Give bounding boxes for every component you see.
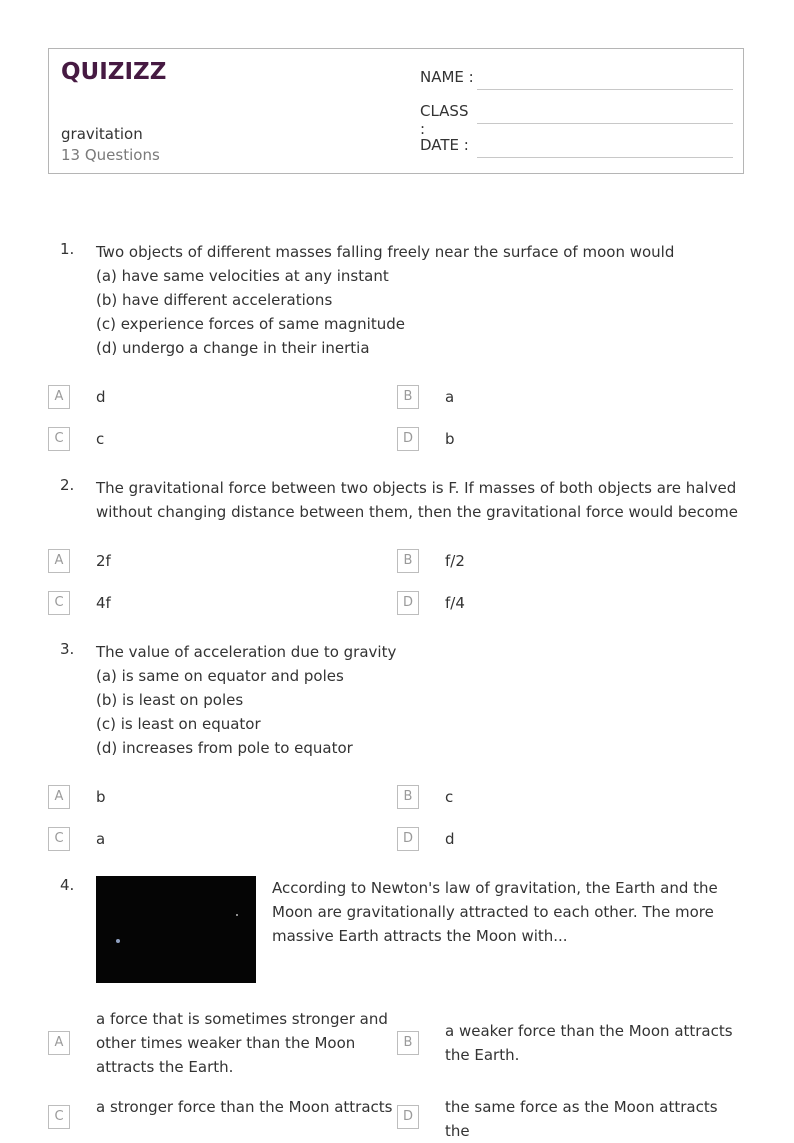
option-letter-box: A: [48, 385, 70, 409]
question-line: massive Earth attracts the Moon with...: [272, 927, 568, 945]
option-letter-box: C: [48, 1105, 70, 1129]
class-label: CLASS :: [420, 102, 469, 138]
question-line: without changing distance between them, then the gravitational force would become: [96, 503, 738, 521]
quizizz-logo: QUIZIZZ: [61, 59, 167, 85]
class-line[interactable]: [477, 123, 733, 124]
option-text: [445, 1095, 745, 1143]
worksheet-header: [48, 48, 744, 174]
question-text: [96, 240, 736, 360]
name-field[interactable]: [420, 68, 733, 92]
question-line: The value of acceleration due to gravity: [96, 643, 397, 661]
option-text: [445, 1019, 745, 1067]
date-label: DATE :: [420, 136, 469, 154]
question-line: (a) have same velocities at any instant: [96, 267, 389, 285]
question-line: (a) is same on equator and poles: [96, 667, 344, 685]
option-line: the same force as the Moon attracts the: [445, 1098, 718, 1140]
option-text: c: [96, 430, 105, 448]
option-letter-box: A: [48, 1031, 70, 1055]
option-letter-box: C: [48, 591, 70, 615]
option-letter-box: A: [48, 549, 70, 573]
worksheet-title: gravitation: [61, 125, 143, 143]
question-text: [272, 876, 742, 948]
option-letter-box: D: [397, 827, 419, 851]
question-line: (d) increases from pole to equator: [96, 739, 353, 757]
option-text: b: [445, 430, 455, 448]
option-letter-box: D: [397, 427, 419, 451]
option-text: c: [445, 788, 454, 806]
option-line: a force that is sometimes stronger and: [96, 1010, 388, 1028]
question-line: (d) undergo a change in their inertia: [96, 339, 370, 357]
option-letter-box: A: [48, 785, 70, 809]
option-line: a stronger force than the Moon attracts: [96, 1098, 393, 1116]
option-line: other times weaker than the Moon: [96, 1034, 356, 1052]
question-line: (b) is least on poles: [96, 691, 244, 709]
option-letter-box: D: [397, 591, 419, 615]
question-number: 1.: [60, 240, 75, 258]
question-text: [96, 640, 736, 760]
name-line[interactable]: [477, 89, 733, 90]
question-line: Moon are gravitationally attracted to each other. The more: [272, 903, 714, 921]
question-count: 13 Questions: [61, 146, 160, 164]
option-text: 4f: [96, 594, 111, 612]
question-number: 3.: [60, 640, 75, 658]
option-letter-box: B: [397, 385, 419, 409]
question-line: Two objects of different masses falling freely near the surface of moon would: [96, 243, 675, 261]
question-line: The gravitational force between two objects is F. If masses of both objects are halved: [96, 479, 737, 497]
option-text: [96, 1007, 396, 1079]
date-field[interactable]: [420, 136, 733, 160]
option-letter-box: C: [48, 827, 70, 851]
option-letter-box: D: [397, 1105, 419, 1129]
question-number: 4.: [60, 876, 75, 894]
earth-dot: [116, 939, 120, 943]
date-line[interactable]: [477, 157, 733, 158]
option-line: a weaker force than the Moon attracts: [445, 1022, 733, 1040]
option-letter-box: C: [48, 427, 70, 451]
option-text: 2f: [96, 552, 111, 570]
option-line: the Earth.: [445, 1046, 520, 1064]
question-line: (c) experience forces of same magnitude: [96, 315, 405, 333]
option-letter-box: B: [397, 785, 419, 809]
option-text: b: [96, 788, 106, 806]
class-field[interactable]: [420, 102, 733, 138]
option-text: a: [445, 388, 455, 406]
option-text: a: [96, 830, 106, 848]
option-text: [96, 1095, 396, 1119]
moon-dot: [236, 914, 238, 916]
question-line: (c) is least on equator: [96, 715, 261, 733]
option-text: d: [445, 830, 455, 848]
earth-moon-image: [96, 876, 256, 983]
name-label: NAME :: [420, 68, 474, 86]
option-text: d: [96, 388, 106, 406]
question-text: [96, 476, 736, 524]
option-letter-box: B: [397, 549, 419, 573]
option-text: f/4: [445, 594, 465, 612]
option-text: f/2: [445, 552, 465, 570]
question-line: (b) have different accelerations: [96, 291, 333, 309]
question-line: According to Newton's law of gravitation, the Earth and the: [272, 879, 718, 897]
option-line: attracts the Earth.: [96, 1058, 234, 1076]
option-letter-box: B: [397, 1031, 419, 1055]
question-number: 2.: [60, 476, 75, 494]
